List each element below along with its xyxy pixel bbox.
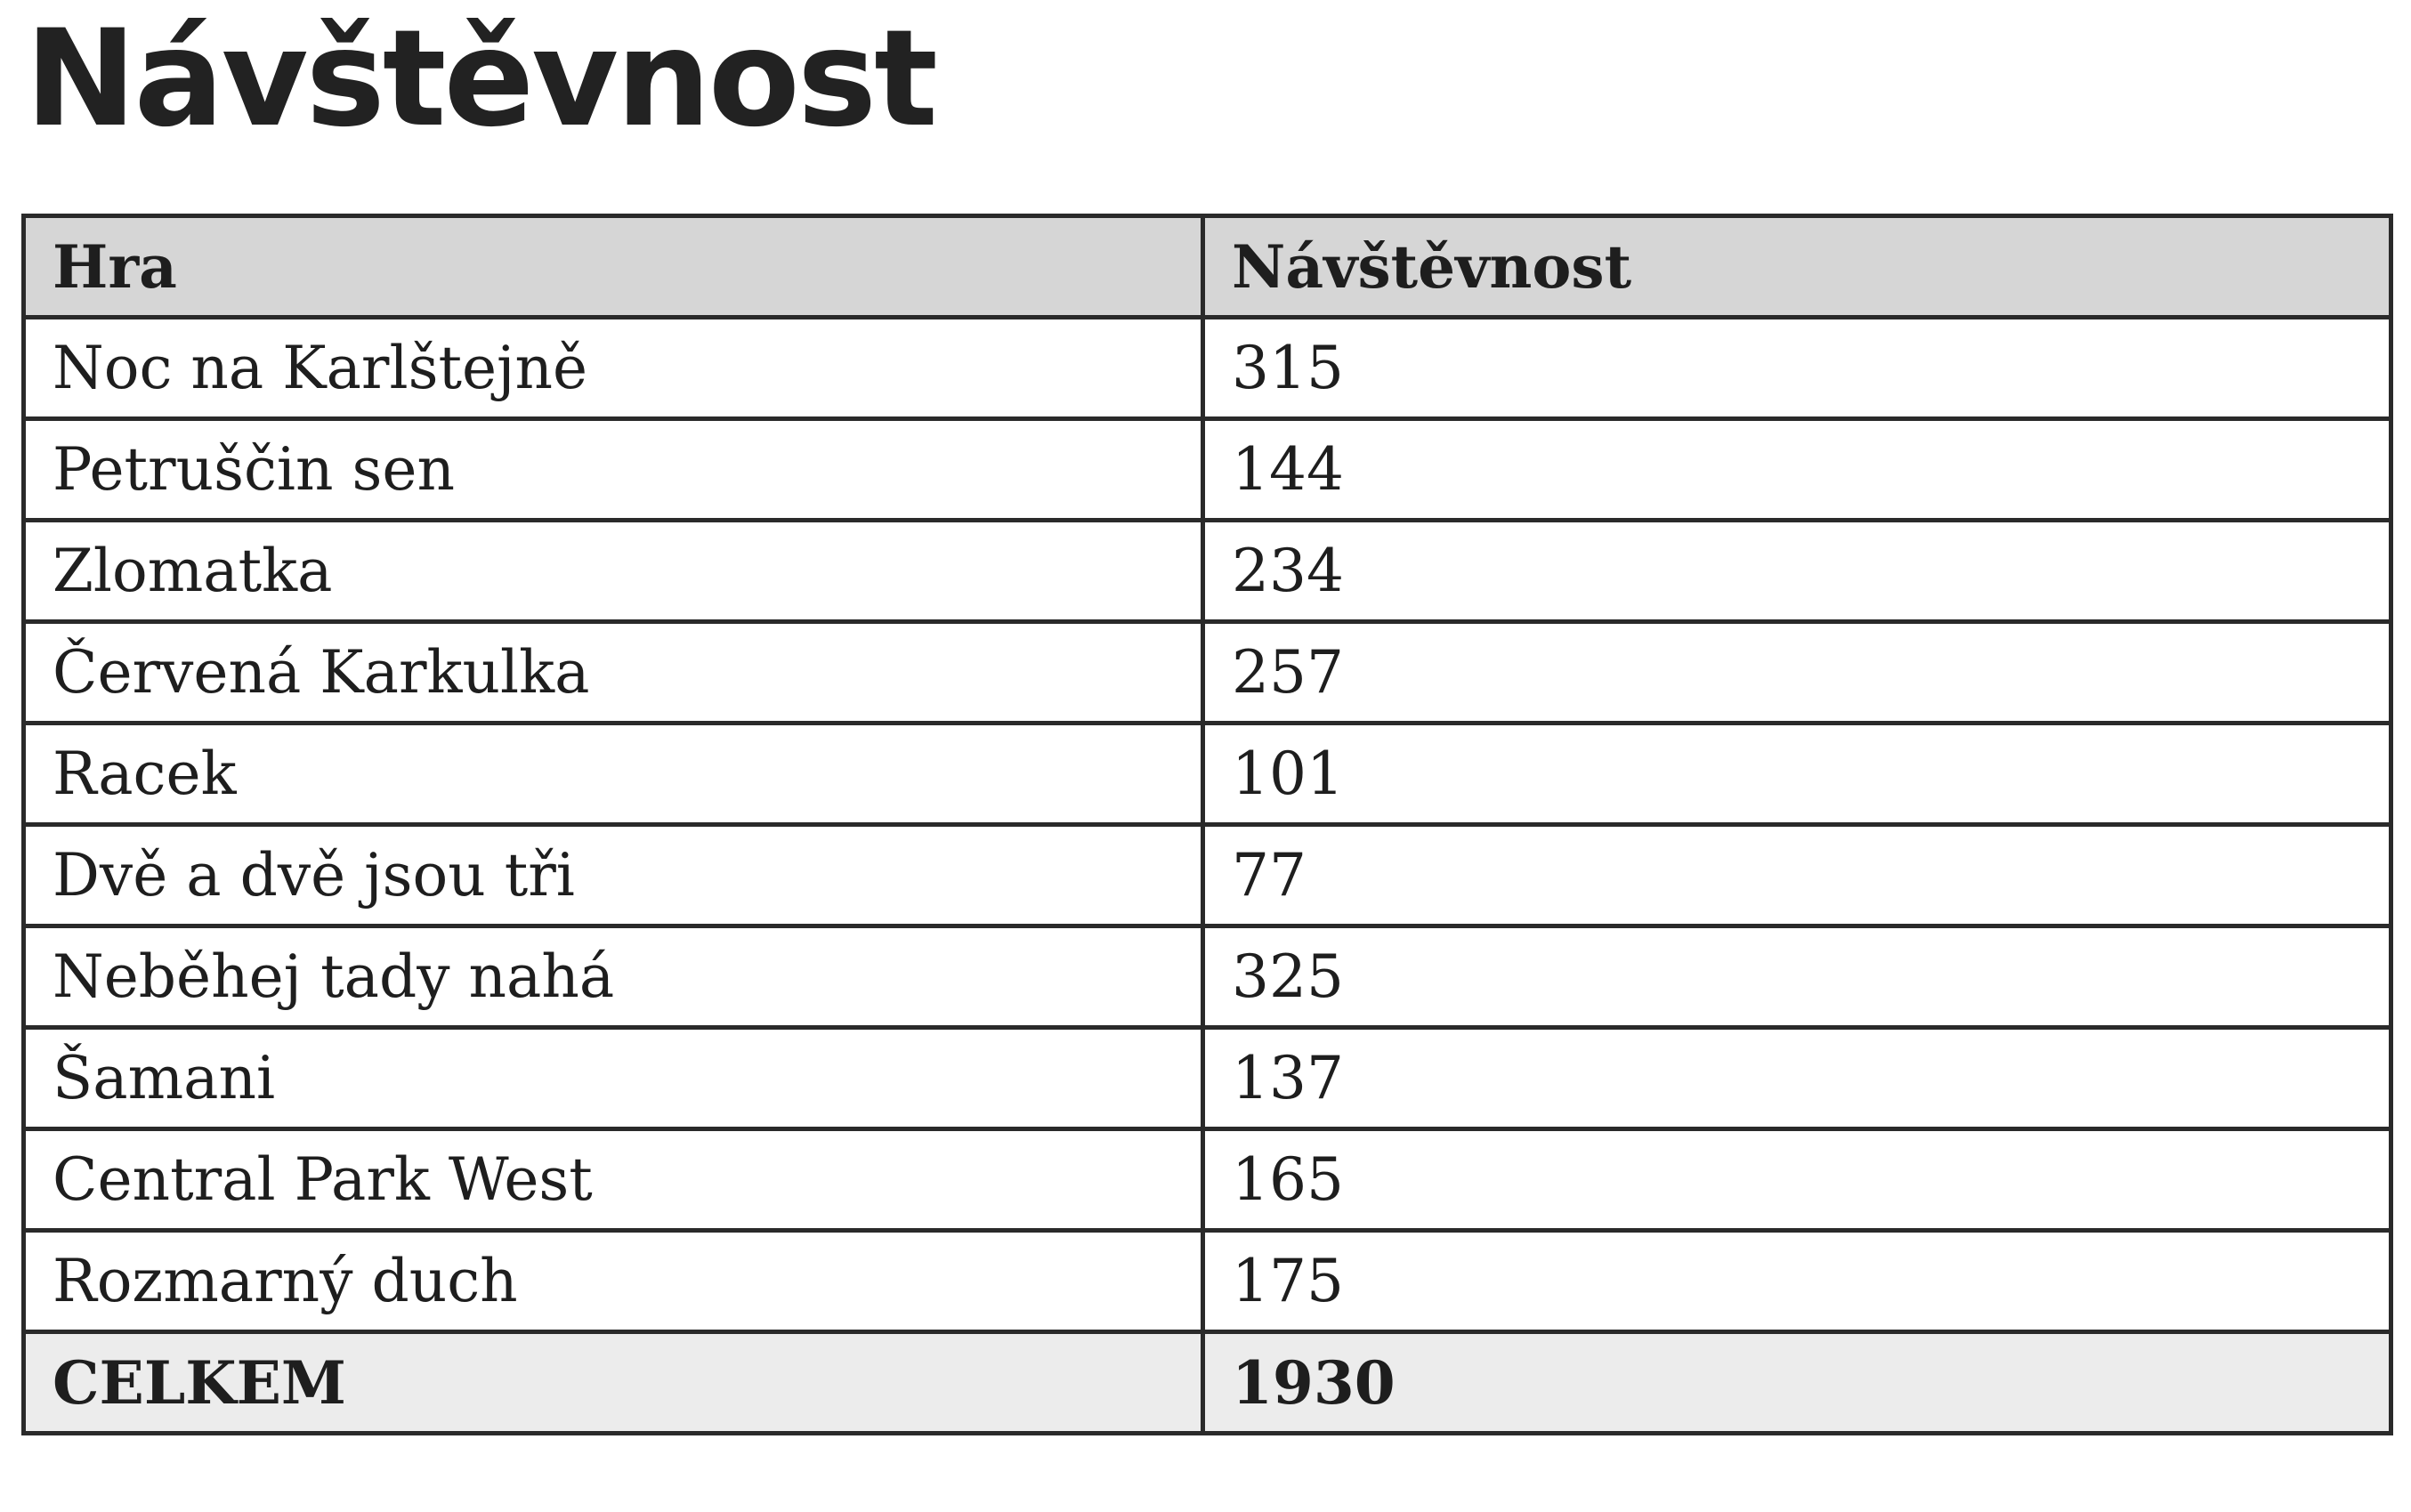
attendance-cell: 137 — [1203, 1028, 2391, 1129]
table-row — [24, 521, 2391, 622]
table-row — [24, 622, 2391, 724]
attendance-cell: 77 — [1203, 825, 2391, 926]
table-row — [24, 825, 2391, 926]
column-header-attendance: Návštěvnost — [1203, 216, 2391, 318]
play-name-cell: Rozmarný duch — [24, 1231, 1203, 1332]
attendance-cell: 101 — [1203, 724, 2391, 825]
play-name-cell: Racek — [24, 724, 1203, 825]
table-row — [24, 926, 2391, 1028]
total-row — [24, 1332, 2391, 1434]
attendance-table — [21, 214, 2393, 1435]
page-title: Návštěvnost — [25, 2, 935, 157]
table-row — [24, 1231, 2391, 1332]
play-name-cell: Červená Karkulka — [24, 622, 1203, 724]
play-name-cell: Noc na Karlštejně — [24, 318, 1203, 419]
attendance-cell: 165 — [1203, 1129, 2391, 1231]
table-row — [24, 318, 2391, 419]
table-header-row — [24, 216, 2391, 318]
play-name-cell: Zlomatka — [24, 521, 1203, 622]
attendance-cell: 325 — [1203, 926, 2391, 1028]
total-value: 1930 — [1203, 1332, 2391, 1434]
table-row — [24, 1028, 2391, 1129]
play-name-cell: Neběhej tady nahá — [24, 926, 1203, 1028]
column-header-play: Hra — [24, 216, 1203, 318]
attendance-cell: 257 — [1203, 622, 2391, 724]
play-name-cell: Central Park West — [24, 1129, 1203, 1231]
attendance-cell: 175 — [1203, 1231, 2391, 1332]
table-row — [24, 419, 2391, 521]
play-name-cell: Šamani — [24, 1028, 1203, 1129]
total-label: CELKEM — [24, 1332, 1203, 1434]
attendance-cell: 234 — [1203, 521, 2391, 622]
attendance-cell: 144 — [1203, 419, 2391, 521]
attendance-cell: 315 — [1203, 318, 2391, 419]
table-row — [24, 1129, 2391, 1231]
play-name-cell: Dvě a dvě jsou tři — [24, 825, 1203, 926]
table-row — [24, 724, 2391, 825]
play-name-cell: Petruščin sen — [24, 419, 1203, 521]
